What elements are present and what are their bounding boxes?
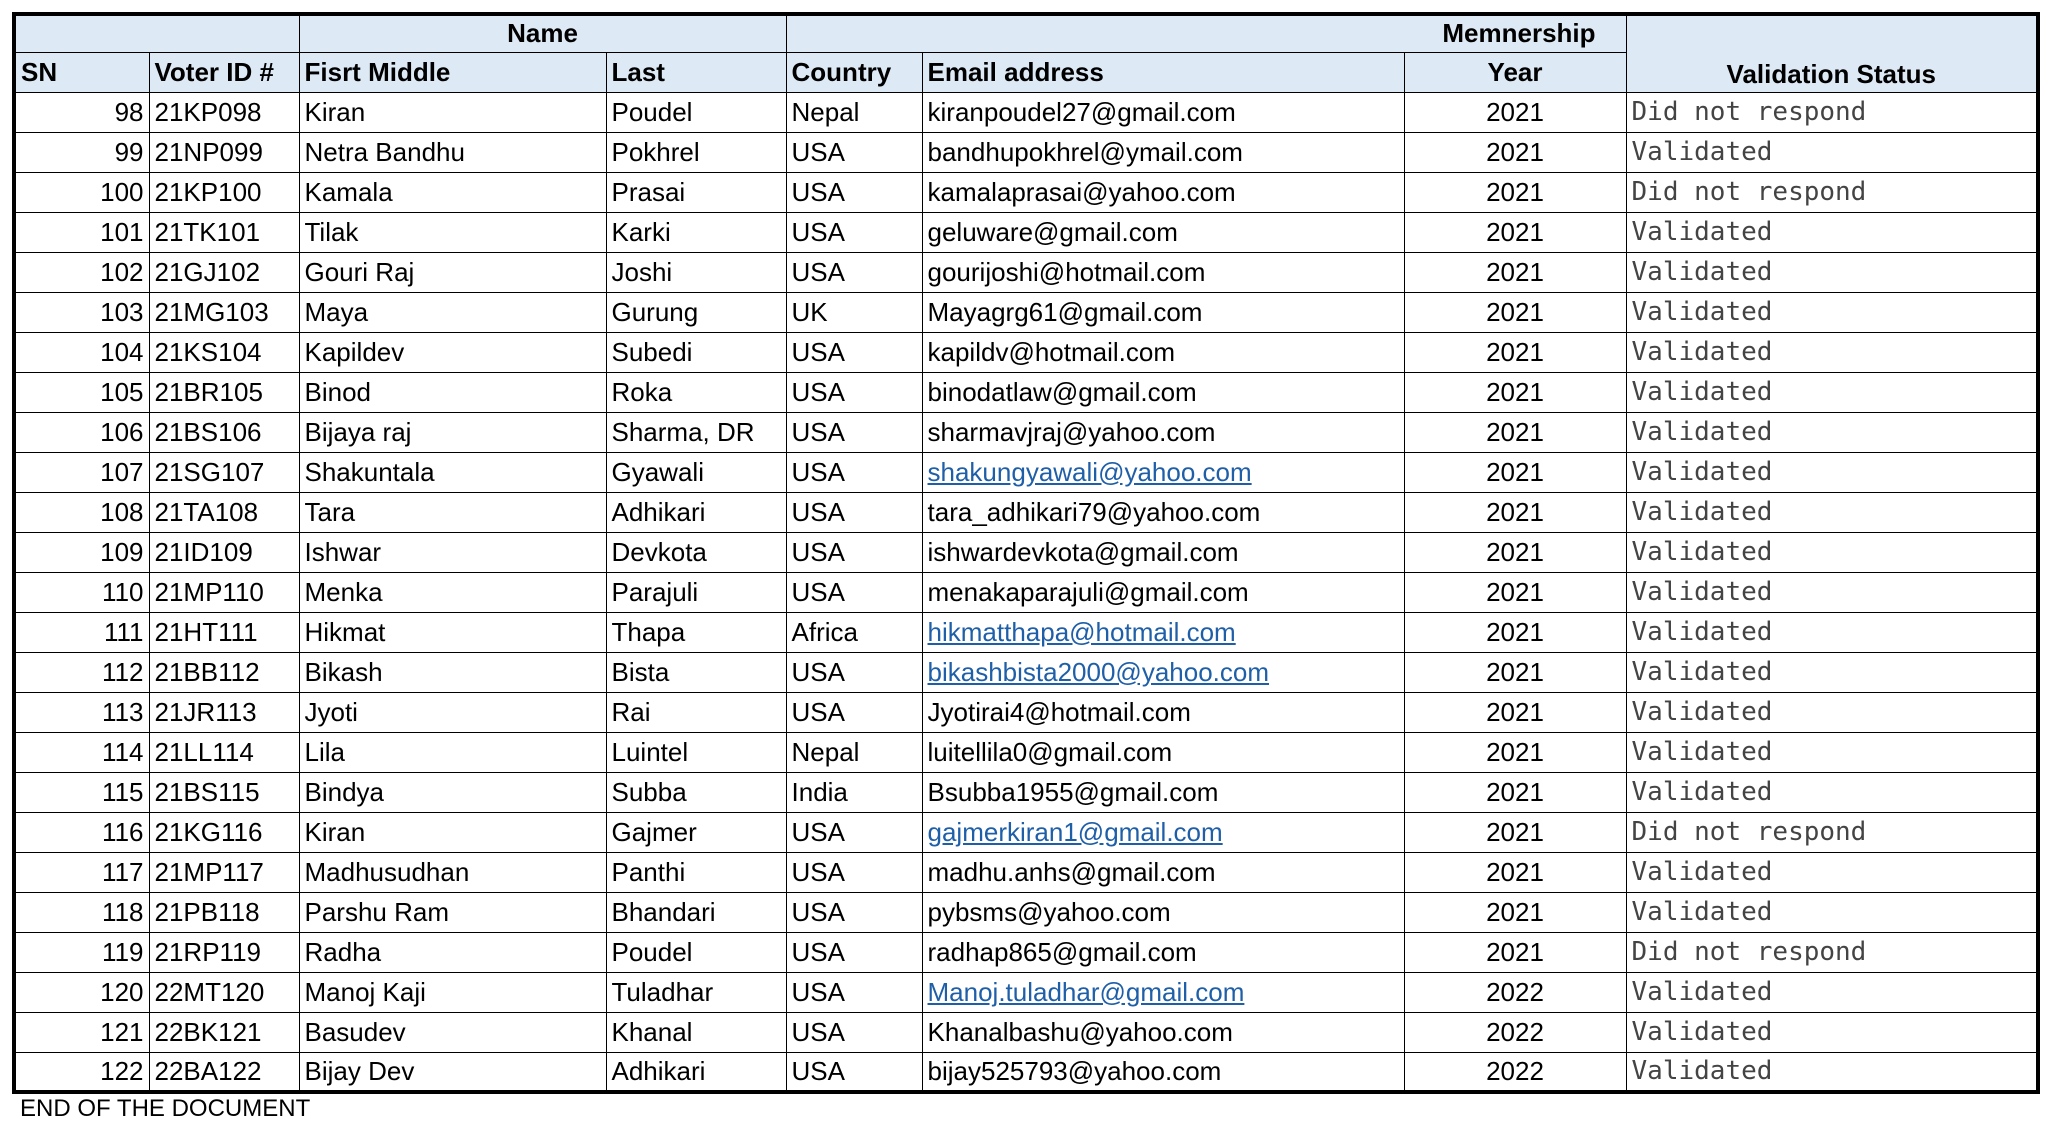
cell-year: 2021 [1404, 332, 1626, 372]
cell-validation-status: Validated [1626, 852, 2038, 892]
cell-last: Poudel [606, 92, 786, 132]
cell-voter-id: 21GJ102 [149, 252, 299, 292]
cell-last: Luintel [606, 732, 786, 772]
cell-country: USA [786, 252, 922, 292]
cell-sn: 100 [14, 172, 149, 212]
cell-last: Khanal [606, 1012, 786, 1052]
cell-country: UK [786, 292, 922, 332]
cell-email: luitellila0@gmail.com [922, 732, 1404, 772]
table-row [14, 412, 2038, 452]
table-row [14, 92, 2038, 132]
cell-year: 2021 [1404, 532, 1626, 572]
cell-email[interactable] [922, 452, 1404, 492]
cell-email: pybsms@yahoo.com [922, 892, 1404, 932]
cell-last: Poudel [606, 932, 786, 972]
cell-last: Bista [606, 652, 786, 692]
cell-last: Gurung [606, 292, 786, 332]
header-email: Email address [922, 52, 1404, 92]
cell-voter-id: 21BS106 [149, 412, 299, 452]
cell-year: 2021 [1404, 852, 1626, 892]
email-link[interactable]: hikmatthapa@hotmail.com [927, 616, 1236, 647]
cell-first-middle: Jyoti [299, 692, 606, 732]
cell-first-middle: Lila [299, 732, 606, 772]
cell-first-middle: Bikash [299, 652, 606, 692]
cell-voter-id: 21NP099 [149, 132, 299, 172]
cell-voter-id: 21JR113 [149, 692, 299, 732]
cell-sn: 116 [14, 812, 149, 852]
cell-sn: 109 [14, 532, 149, 572]
cell-last: Bhandari [606, 892, 786, 932]
cell-country: USA [786, 812, 922, 852]
cell-last: Tuladhar [606, 972, 786, 1012]
cell-sn: 102 [14, 252, 149, 292]
cell-email: ishwardevkota@gmail.com [922, 532, 1404, 572]
cell-sn: 107 [14, 452, 149, 492]
cell-year: 2022 [1404, 1012, 1626, 1052]
cell-voter-id: 21HT111 [149, 612, 299, 652]
table-row [14, 372, 2038, 412]
cell-sn: 122 [14, 1052, 149, 1092]
cell-email: Mayagrg61@gmail.com [922, 292, 1404, 332]
cell-country: USA [786, 1012, 922, 1052]
email-link[interactable]: gajmerkiran1@gmail.com [927, 816, 1223, 847]
cell-last: Parajuli [606, 572, 786, 612]
cell-first-middle: Kamala [299, 172, 606, 212]
cell-voter-id: 21KP100 [149, 172, 299, 212]
cell-first-middle: Bijaya raj [299, 412, 606, 452]
cell-email: bijay525793@yahoo.com [922, 1052, 1404, 1092]
cell-year: 2021 [1404, 492, 1626, 532]
cell-validation-status: Validated [1626, 692, 2038, 732]
cell-year: 2021 [1404, 212, 1626, 252]
cell-first-middle: Manoj Kaji [299, 972, 606, 1012]
cell-last: Prasai [606, 172, 786, 212]
cell-first-middle: Kiran [299, 812, 606, 852]
cell-first-middle: Netra Bandhu [299, 132, 606, 172]
cell-email: Khanalbashu@yahoo.com [922, 1012, 1404, 1052]
cell-validation-status: Did not respond [1626, 92, 2038, 132]
table-row [14, 332, 2038, 372]
cell-country: USA [786, 372, 922, 412]
cell-validation-status: Validated [1626, 332, 2038, 372]
cell-country: USA [786, 972, 922, 1012]
cell-year: 2022 [1404, 1052, 1626, 1092]
cell-sn: 121 [14, 1012, 149, 1052]
cell-sn: 117 [14, 852, 149, 892]
cell-validation-status: Validated [1626, 412, 2038, 452]
cell-country: USA [786, 132, 922, 172]
cell-sn: 114 [14, 732, 149, 772]
table-row [14, 252, 2038, 292]
cell-sn: 111 [14, 612, 149, 652]
cell-country: USA [786, 172, 922, 212]
cell-year: 2022 [1404, 972, 1626, 1012]
cell-voter-id: 21TK101 [149, 212, 299, 252]
cell-validation-status: Did not respond [1626, 932, 2038, 972]
cell-sn: 120 [14, 972, 149, 1012]
cell-country: USA [786, 332, 922, 372]
cell-voter-id: 21MP117 [149, 852, 299, 892]
cell-email: binodatlaw@gmail.com [922, 372, 1404, 412]
header-group-name: Name [299, 14, 786, 52]
cell-first-middle: Parshu Ram [299, 892, 606, 932]
cell-first-middle: Menka [299, 572, 606, 612]
cell-email: bandhupokhrel@ymail.com [922, 132, 1404, 172]
cell-voter-id: 21TA108 [149, 492, 299, 532]
cell-validation-status: Validated [1626, 772, 2038, 812]
table-row [14, 172, 2038, 212]
cell-country: India [786, 772, 922, 812]
header-group-membership: Memnership [786, 14, 1626, 52]
header-last: Last [606, 52, 786, 92]
cell-last: Pokhrel [606, 132, 786, 172]
table-row [14, 1052, 2038, 1092]
cell-email: Bsubba1955@gmail.com [922, 772, 1404, 812]
cell-voter-id: 21MG103 [149, 292, 299, 332]
cell-validation-status: Validated [1626, 1012, 2038, 1052]
cell-email: tara_adhikari79@yahoo.com [922, 492, 1404, 532]
cell-email: kiranpoudel27@gmail.com [922, 92, 1404, 132]
cell-year: 2021 [1404, 892, 1626, 932]
cell-voter-id: 21MP110 [149, 572, 299, 612]
table-row [14, 812, 2038, 852]
cell-validation-status: Validated [1626, 292, 2038, 332]
table-body [14, 92, 2038, 1092]
cell-year: 2021 [1404, 732, 1626, 772]
cell-first-middle: Bijay Dev [299, 1052, 606, 1092]
cell-last: Joshi [606, 252, 786, 292]
cell-sn: 98 [14, 92, 149, 132]
cell-voter-id: 21KP098 [149, 92, 299, 132]
cell-country: USA [786, 532, 922, 572]
table-row [14, 892, 2038, 932]
cell-first-middle: Kapildev [299, 332, 606, 372]
cell-voter-id: 21SG107 [149, 452, 299, 492]
cell-first-middle: Gouri Raj [299, 252, 606, 292]
cell-year: 2021 [1404, 372, 1626, 412]
cell-validation-status: Validated [1626, 532, 2038, 572]
cell-year: 2021 [1404, 252, 1626, 292]
cell-validation-status: Validated [1626, 212, 2038, 252]
header-blank-cell [14, 14, 299, 52]
cell-sn: 115 [14, 772, 149, 812]
cell-email: madhu.anhs@gmail.com [922, 852, 1404, 892]
cell-year: 2021 [1404, 932, 1626, 972]
cell-validation-status: Validated [1626, 132, 2038, 172]
table-row [14, 972, 2038, 1012]
cell-voter-id: 21LL114 [149, 732, 299, 772]
cell-year: 2021 [1404, 92, 1626, 132]
cell-voter-id: 21BB112 [149, 652, 299, 692]
cell-first-middle: Hikmat [299, 612, 606, 652]
cell-last: Rai [606, 692, 786, 732]
table-row [14, 612, 2038, 652]
table-row [14, 932, 2038, 972]
cell-email: kapildv@hotmail.com [922, 332, 1404, 372]
cell-voter-id: 21RP119 [149, 932, 299, 972]
voter-table [12, 12, 2040, 1094]
cell-year: 2021 [1404, 452, 1626, 492]
cell-last: Gajmer [606, 812, 786, 852]
cell-email: gourijoshi@hotmail.com [922, 252, 1404, 292]
cell-voter-id: 21KG116 [149, 812, 299, 852]
email-link[interactable]: Manoj.tuladhar@gmail.com [927, 976, 1245, 1007]
cell-country: USA [786, 1052, 922, 1092]
table-row [14, 452, 2038, 492]
cell-validation-status: Validated [1626, 452, 2038, 492]
cell-country: Africa [786, 612, 922, 652]
table-row [14, 572, 2038, 612]
cell-first-middle: Binod [299, 372, 606, 412]
header-group-row [14, 14, 2038, 52]
cell-email: sharmavjraj@yahoo.com [922, 412, 1404, 452]
table-row [14, 532, 2038, 572]
cell-email: geluware@gmail.com [922, 212, 1404, 252]
header-validation-status: Validation Status [1626, 14, 2038, 92]
cell-sn: 103 [14, 292, 149, 332]
cell-first-middle: Shakuntala [299, 452, 606, 492]
table-row [14, 492, 2038, 532]
cell-sn: 104 [14, 332, 149, 372]
cell-email[interactable] [922, 812, 1404, 852]
cell-first-middle: Maya [299, 292, 606, 332]
email-link[interactable]: bikashbista2000@yahoo.com [927, 656, 1270, 687]
voter-table-sheet [12, 12, 2036, 1094]
cell-sn: 108 [14, 492, 149, 532]
header-year: Year [1404, 52, 1626, 92]
cell-last: Adhikari [606, 1052, 786, 1092]
cell-year: 2021 [1404, 612, 1626, 652]
cell-email[interactable] [922, 652, 1404, 692]
header-voter-id: Voter ID # [149, 52, 299, 92]
cell-country: USA [786, 852, 922, 892]
cell-year: 2021 [1404, 572, 1626, 612]
cell-year: 2021 [1404, 172, 1626, 212]
cell-first-middle: Radha [299, 932, 606, 972]
cell-country: USA [786, 492, 922, 532]
cell-sn: 99 [14, 132, 149, 172]
cell-first-middle: Bindya [299, 772, 606, 812]
cell-email: menakaparajuli@gmail.com [922, 572, 1404, 612]
cell-first-middle: Tara [299, 492, 606, 532]
cell-year: 2021 [1404, 692, 1626, 732]
cell-validation-status: Validated [1626, 372, 2038, 412]
email-link[interactable]: shakungyawali@yahoo.com [927, 456, 1252, 487]
cell-validation-status: Did not respond [1626, 172, 2038, 212]
cell-last: Adhikari [606, 492, 786, 532]
cell-last: Sharma, DR [606, 412, 786, 452]
cell-country: USA [786, 452, 922, 492]
cell-year: 2021 [1404, 652, 1626, 692]
cell-year: 2021 [1404, 772, 1626, 812]
cell-sn: 119 [14, 932, 149, 972]
cell-first-middle: Kiran [299, 92, 606, 132]
table-row [14, 732, 2038, 772]
cell-validation-status: Validated [1626, 1052, 2038, 1092]
cell-country: USA [786, 652, 922, 692]
cell-validation-status: Validated [1626, 892, 2038, 932]
cell-validation-status: Validated [1626, 492, 2038, 532]
cell-sn: 106 [14, 412, 149, 452]
cell-voter-id: 22MT120 [149, 972, 299, 1012]
cell-validation-status: Validated [1626, 612, 2038, 652]
header-first-middle: Fisrt Middle [299, 52, 606, 92]
cell-last: Subba [606, 772, 786, 812]
cell-last: Subedi [606, 332, 786, 372]
cell-email[interactable] [922, 612, 1404, 652]
cell-country: USA [786, 212, 922, 252]
header-country: Country [786, 52, 922, 92]
cell-sn: 105 [14, 372, 149, 412]
cell-validation-status: Validated [1626, 652, 2038, 692]
table-row [14, 692, 2038, 732]
table-row [14, 852, 2038, 892]
table-row [14, 652, 2038, 692]
cell-country: USA [786, 572, 922, 612]
cell-first-middle: Madhusudhan [299, 852, 606, 892]
cell-email: Jyotirai4@hotmail.com [922, 692, 1404, 732]
cell-year: 2021 [1404, 812, 1626, 852]
cell-last: Thapa [606, 612, 786, 652]
table-row [14, 132, 2038, 172]
table-row [14, 212, 2038, 252]
cell-sn: 118 [14, 892, 149, 932]
cell-voter-id: 21BR105 [149, 372, 299, 412]
cell-voter-id: 22BA122 [149, 1052, 299, 1092]
cell-country: USA [786, 892, 922, 932]
cell-sn: 101 [14, 212, 149, 252]
cell-country: USA [786, 692, 922, 732]
cell-last: Gyawali [606, 452, 786, 492]
cell-last: Devkota [606, 532, 786, 572]
cell-last: Panthi [606, 852, 786, 892]
cell-voter-id: 22BK121 [149, 1012, 299, 1052]
cell-email: radhap865@gmail.com [922, 932, 1404, 972]
cell-year: 2021 [1404, 412, 1626, 452]
cell-validation-status: Did not respond [1626, 812, 2038, 852]
cell-email[interactable] [922, 972, 1404, 1012]
cell-country: USA [786, 932, 922, 972]
cell-sn: 112 [14, 652, 149, 692]
table-row [14, 772, 2038, 812]
cell-validation-status: Validated [1626, 252, 2038, 292]
cell-validation-status: Validated [1626, 732, 2038, 772]
cell-last: Roka [606, 372, 786, 412]
table-row [14, 292, 2038, 332]
cell-country: Nepal [786, 92, 922, 132]
cell-voter-id: 21PB118 [149, 892, 299, 932]
cell-first-middle: Ishwar [299, 532, 606, 572]
cell-sn: 113 [14, 692, 149, 732]
cell-email: kamalaprasai@yahoo.com [922, 172, 1404, 212]
cell-year: 2021 [1404, 292, 1626, 332]
cell-year: 2021 [1404, 132, 1626, 172]
cell-voter-id: 21KS104 [149, 332, 299, 372]
table-row [14, 1012, 2038, 1052]
header-sn: SN [14, 52, 149, 92]
end-of-document-note: END OF THE DOCUMENT [20, 1095, 311, 1122]
cell-voter-id: 21ID109 [149, 532, 299, 572]
cell-last: Karki [606, 212, 786, 252]
cell-first-middle: Basudev [299, 1012, 606, 1052]
cell-country: USA [786, 412, 922, 452]
cell-country: Nepal [786, 732, 922, 772]
cell-voter-id: 21BS115 [149, 772, 299, 812]
cell-validation-status: Validated [1626, 972, 2038, 1012]
cell-sn: 110 [14, 572, 149, 612]
cell-first-middle: Tilak [299, 212, 606, 252]
cell-validation-status: Validated [1626, 572, 2038, 612]
